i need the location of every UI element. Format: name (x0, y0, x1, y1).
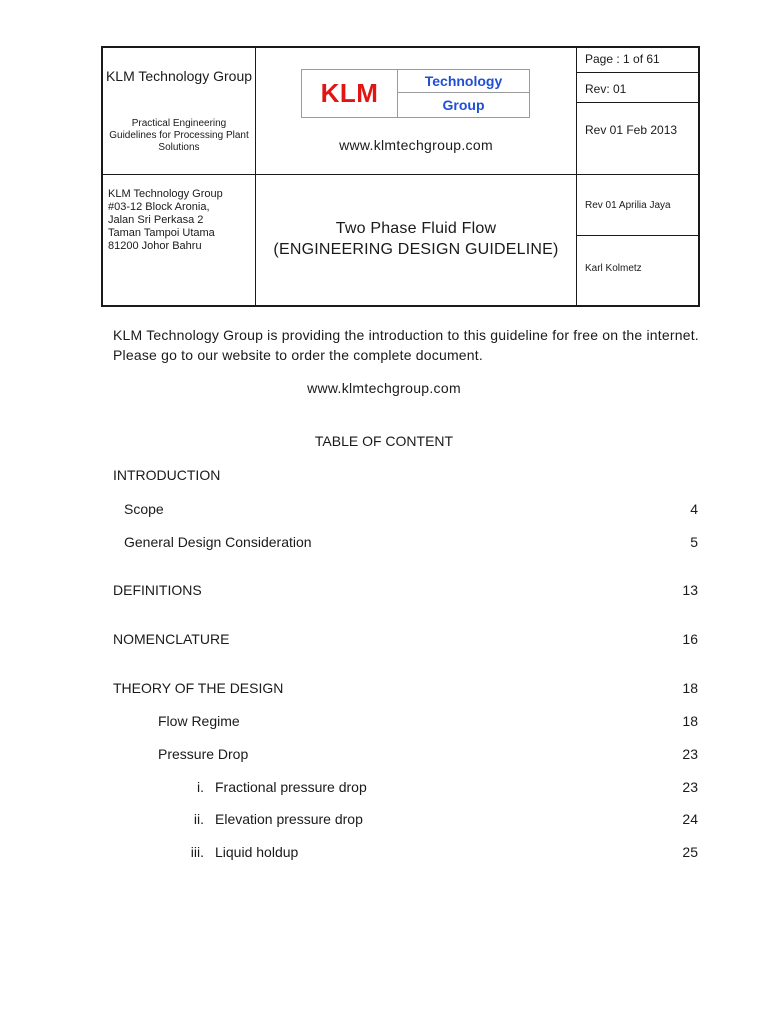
document-title: Two Phase Fluid Flow (335, 220, 497, 237)
klm-logo (301, 69, 530, 118)
revision-cell (579, 73, 700, 102)
logo-cell (256, 48, 576, 175)
toc-entry-label: INTRODUCTION (113, 467, 221, 483)
toc-entry-label: DEFINITIONS (113, 582, 202, 598)
address-line: Taman Tampoi Utama (108, 227, 215, 239)
author-rev-label: Rev 01 (585, 200, 617, 211)
toc-entry-label: General Design Consideration (124, 534, 312, 550)
author-revision (585, 200, 671, 211)
toc-entry (0, 811, 768, 831)
company-cell (103, 48, 255, 175)
toc-entry-page: 13 (682, 582, 698, 598)
document-header-table (101, 46, 700, 307)
toc-entry-page: 25 (682, 844, 698, 860)
author-name: Karl Kolmetz (585, 263, 642, 274)
toc-entry (0, 582, 768, 602)
company-name: KLM Technology Group (105, 68, 253, 84)
revision-date-cell (579, 103, 700, 175)
toc-entry-label: THEORY OF THE DESIGN (113, 680, 284, 696)
header-divider (576, 48, 577, 307)
address-line: Jalan Sri Perkasa 2 (108, 214, 204, 226)
toc-title: TABLE OF CONTENT (314, 433, 454, 449)
document-title-cell (256, 177, 576, 307)
toc-entry (0, 713, 768, 733)
toc-entry (0, 631, 768, 651)
address-line: KLM Technology Group (108, 188, 223, 200)
toc-entry (0, 534, 768, 554)
toc-entry (0, 844, 768, 864)
toc-entry-label: Fractional pressure drop (215, 779, 367, 795)
revision: Rev: 01 (585, 82, 627, 96)
toc-entry (0, 779, 768, 799)
author-cell (579, 177, 700, 235)
toc-entry-label: NOMENCLATURE (113, 631, 230, 647)
toc-entry-label: Liquid holdup (215, 844, 299, 860)
revision-date: Rev 01 Feb 2013 (585, 123, 678, 137)
intro-paragraph: KLM Technology Group is providing the introduction to this guideline for free on the internet. Please go to our website to order the complete document. (113, 327, 699, 363)
page-number: Page : 1 of 61 (585, 52, 660, 66)
address-line: #03-12 Block Aronia, (108, 201, 210, 213)
logo-technology-text: Technology (398, 70, 529, 93)
page-number-cell (579, 48, 700, 72)
toc-entry-label: Flow Regime (158, 713, 240, 729)
toc-entry-number: iii. (190, 844, 204, 860)
toc-entry-page: 18 (682, 713, 698, 729)
address-cell (103, 177, 255, 307)
header-website: www.klmtechgroup.com (339, 137, 493, 153)
toc-entry-label: Scope (124, 501, 164, 517)
logo-group-text: Group (442, 97, 485, 113)
document-subtitle: (ENGINEERING DESIGN GUIDELINE) (273, 241, 559, 258)
toc-entry (0, 680, 768, 700)
toc-entry-page: 23 (682, 746, 698, 762)
intro-website: www.klmtechgroup.com (307, 380, 461, 396)
company-tagline: Practical Engineering Guidelines for Processing Plant Solutions (109, 118, 249, 153)
toc-entry (0, 501, 768, 521)
toc-entry-number: i. (197, 779, 204, 795)
toc-entry (0, 746, 768, 766)
author-cell (579, 236, 700, 307)
toc-entry-number: ii. (193, 811, 204, 827)
toc-entry-page: 23 (682, 779, 698, 795)
toc-entry-page: 16 (682, 631, 698, 647)
toc-entry-page: 18 (682, 680, 698, 696)
toc-entry-page: 24 (682, 811, 698, 827)
toc-entry (0, 467, 768, 487)
logo-klm-text: KLM (302, 70, 398, 117)
author-name: Aprilia Jaya (618, 200, 671, 211)
toc-entry-label: Pressure Drop (158, 746, 249, 762)
toc-entry-page: 5 (690, 534, 698, 550)
toc-entry-label: Elevation pressure drop (215, 811, 363, 827)
address-line: 81200 Johor Bahru (108, 240, 202, 252)
toc-entry-page: 4 (690, 501, 698, 517)
